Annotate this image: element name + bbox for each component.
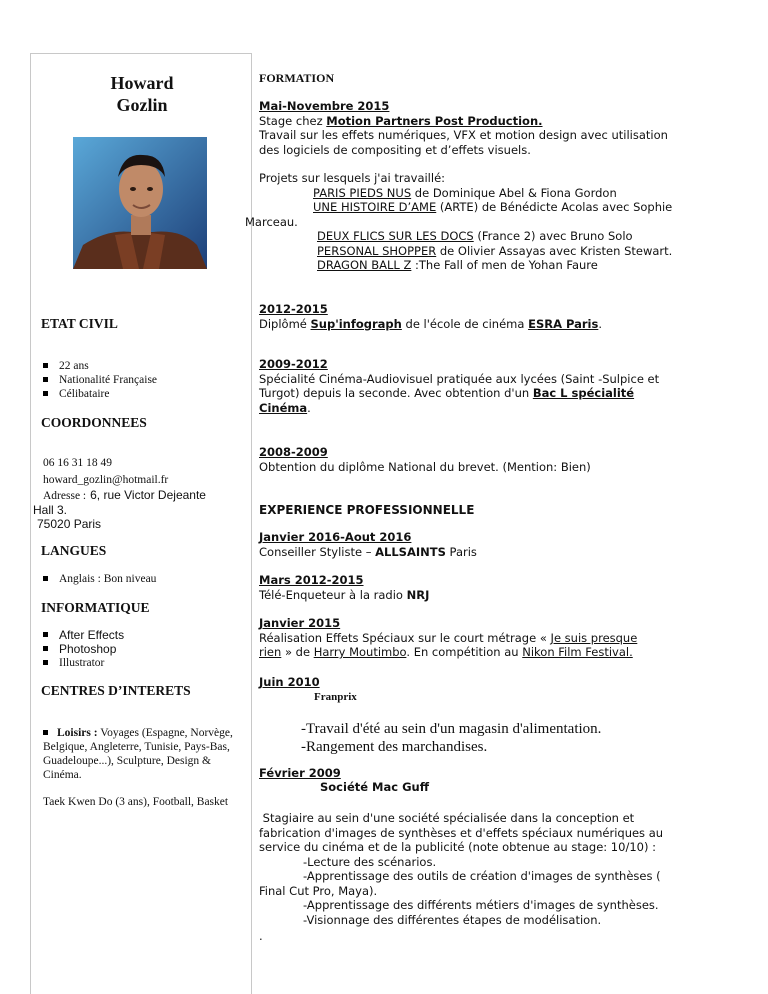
list-item: Photoshop [43,642,124,656]
phone-number: 06 16 31 18 49 [43,457,112,469]
candidate-name [31,72,253,116]
entry-text: Travail sur les effets numériques, VFX et motion design avec utilisation [259,128,668,142]
entry-date: 2012-2015 [259,302,328,316]
company-name: Franprix [314,691,357,703]
entry-text: -Rangement des marchandises. [301,739,488,755]
interets-heading: CENTRES D’INTERETS [41,683,191,698]
project-title: DEUX FLICS SUR LES DOCS [317,229,474,243]
address-line2: Hall 3. [33,503,68,517]
project-title: UNE HISTOIRE D’AME [313,200,437,214]
experience-entry-4-details [301,720,601,756]
loisirs-value: Voyages (Espagne, Norvège, Belgique, Angleterre, Tunisie, Pays-Bas, Guadeloupe...), Sculpture, Design & Cinéma. [43,727,233,781]
projects-intro: Projets sur lesquels j'ai travaillé: [259,171,446,185]
entry-text: Conseiller Styliste – [259,544,376,559]
project-title: PARIS PIEDS NUS [313,185,412,200]
project-title: DRAGON BALL Z [317,258,412,272]
postal-address [33,488,248,531]
list-item: Nationalité Française [43,373,157,387]
sports-text: Taek Kwen Do (3 ans), Football, Basket [43,796,229,808]
entry-text: Stage chez [259,113,327,128]
left-sidebar [30,53,252,994]
entry-date: Mai-Novembre 2015 [259,99,390,113]
project-desc: :The Fall of men de Yohan Faure [411,258,598,272]
experience-entry-3 [259,616,719,660]
entry-date: 2009-2012 [259,357,328,371]
entry-text: Paris [445,544,477,559]
entry-text: Télé-Enqueteur à la radio [259,587,407,602]
address-line3: 75020 Paris [37,517,102,531]
entry-text: Stagiaire au sein d'une société spécialisée dans la conception et [259,811,635,825]
coordonnees-heading: COORDONNEES [41,415,147,430]
entry-text: fabrication d'images de synthèses et d'effets spéciaux numériques au [259,825,664,840]
formation-entry-1 [245,99,719,273]
entry-date: Janvier 2015 [259,616,341,630]
diploma-name: Sup'infograph [310,316,402,331]
entry-text: -Lecture des scénarios. [303,854,437,869]
entry-date: Février 2009 [259,766,341,780]
entry-text: de l'école de cinéma [401,316,529,331]
diploma-name: Bac L spécialité [532,386,635,400]
list-item: Illustrator [43,656,124,670]
experience-heading: EXPERIENCE PROFESSIONNELLE [259,503,475,517]
experience-entry-2 [259,573,719,602]
director-name: Harry Moutimbo [313,645,407,659]
entry-date: Mars 2012-2015 [259,573,364,587]
entry-text: Turgot) depuis la seconde. Avec obtention d'un [259,386,533,400]
langues-heading: LANGUES [41,543,107,558]
entry-text: -Travail d'été au sein d'un magasin d'alimentation. [301,721,602,737]
entry-text: Réalisation Effets Spéciaux sur le court métrage « [259,630,551,645]
list-item: After Effects [43,628,124,642]
list-item: 22 ans [43,359,157,373]
entry-text: -Apprentissage des différents métiers d'images de synthèses. [303,898,659,912]
email-address[interactable]: howard_gozlin@hotmail.fr [43,474,169,486]
informatique-heading: INFORMATIQUE [41,600,150,615]
entry-text: » de [281,645,314,659]
entry-text: . [307,400,311,415]
film-title: rien [259,645,282,659]
entry-text: des logiciels de compositing et d’effets visuels. [259,142,531,157]
project-desc: (ARTE) de Bénédicte Acolas avec Sophie [436,200,673,214]
list-item: Anglais : Bon niveau [43,572,156,586]
entry-text: . [259,929,263,943]
project-desc: (France 2) avec Bruno Solo [473,229,633,243]
company-name: Société Mac Guff [320,780,430,794]
address-line1: 6, rue Victor Dejeante [90,488,206,502]
company-name: ALLSAINTS [375,544,446,559]
entry-text: service du cinéma et de la publicité (note obtenue au stage: 10/10) : [259,840,656,854]
school-name: ESRA Paris [528,316,599,331]
entry-date: Juin 2010 [259,675,320,689]
film-title: Je suis presque [550,630,638,645]
first-name: Howard [110,73,174,93]
formation-entry-4 [259,445,719,474]
entry-text: . [598,316,602,331]
diploma-name: Cinéma [259,400,308,415]
entry-text: -Visionnage des différentes étapes de modélisation. [303,912,602,927]
etat-civil-list [43,359,157,401]
project-desc: Marceau. [245,214,298,229]
project-desc: de Olivier Assayas avec Kristen Stewart. [436,243,673,258]
entry-text: Obtention du diplôme National du brevet. (Mention: Bien) [259,459,591,474]
list-item: Célibataire [43,387,157,401]
company-name: Motion Partners Post Production. [326,113,543,128]
entry-text: Final Cut Pro, Maya). [259,883,378,898]
formation-entry-2 [259,302,719,331]
address-label: Adresse : [43,490,87,502]
loisirs-text [43,726,248,782]
formation-entry-3 [259,357,719,415]
entry-text: -Apprentissage des outils de création d'images de synthèses ( [303,869,661,883]
informatique-list [43,628,124,670]
entry-date: Janvier 2016-Aout 2016 [259,530,412,544]
company-name: NRJ [406,587,430,602]
experience-entry-1 [259,530,719,559]
entry-text: Diplômé [259,316,311,331]
bullet-icon [43,730,48,735]
experience-entry-5-details [259,811,729,944]
langues-list [43,572,156,586]
project-desc: de Dominique Abel & Fiona Gordon [411,185,617,200]
entry-text: Spécialité Cinéma-Audiovisuel pratiquée aux lycées (Saint -Sulpice et [259,371,660,386]
entry-date: 2008-2009 [259,445,328,459]
loisirs-label: Loisirs : [57,727,98,739]
etat-civil-heading: ETAT CIVIL [41,316,118,331]
last-name: Gozlin [116,95,168,115]
project-title: PERSONAL SHOPPER [317,243,437,258]
festival-name: Nikon Film Festival. [522,645,633,659]
profile-photo [73,137,207,269]
entry-text: . En compétition au [406,645,523,659]
formation-heading: FORMATION [259,71,335,85]
